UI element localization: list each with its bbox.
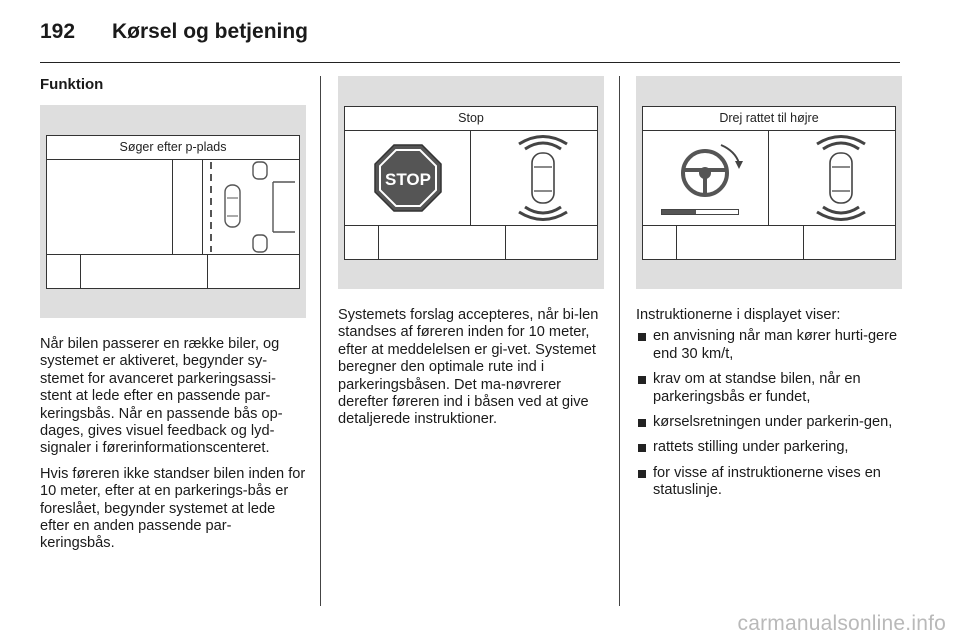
paragraph: Systemets forslag accepteres, når bi-len standses af føreren inden for 10 meter, efter at meddelelsen er gi-vet. Systemet beregner den optimale rute ind i parkeringsbåsen. Det ma-nøvrerer derefter føreren ind i båsen ved at give detaljerede instruktioner.: [338, 307, 599, 428]
display-panel: [344, 106, 598, 260]
list-item: for visse af instruktionerne vises en statuslinje.: [636, 465, 902, 500]
panel-cell-line: [505, 225, 506, 259]
parking-lane-graphic: [203, 160, 299, 254]
steering-wheel-icon: [669, 137, 749, 207]
panel-cell-line: [768, 131, 769, 225]
panel-cell-line: [80, 254, 81, 288]
panel-row-line: [47, 254, 299, 255]
car-sensor-icon: [503, 131, 583, 225]
page-title: Kørsel og betjening: [112, 20, 309, 43]
display-title: Søger efter p-plads: [47, 136, 299, 160]
column-2-text: [338, 307, 604, 429]
panel-cell-line: [803, 225, 804, 259]
section-heading: Funktion: [40, 76, 104, 93]
stop-sign-text: STOP: [385, 170, 431, 189]
panel-cell-line: [207, 254, 208, 288]
column-1: [40, 76, 306, 561]
figure-turn-wheel: [636, 76, 902, 289]
status-bar-fill: [662, 210, 696, 214]
list-item: en anvisning når man kører hurti-gere end 30 km/t,: [636, 328, 902, 363]
list-item: krav om at standse bilen, når en parkeringsbås er fundet,: [636, 371, 902, 406]
panel-row-line: [643, 225, 895, 226]
stop-sign-icon: [373, 143, 443, 213]
display-title: Drej rattet til højre: [643, 107, 895, 131]
column-1-text: [40, 336, 306, 553]
page-header: [40, 18, 900, 63]
panel-row-line: [345, 225, 597, 226]
column-3: [636, 76, 902, 508]
watermark: carmanualsonline.info: [737, 612, 946, 635]
column-2: [338, 76, 604, 437]
panel-cell-line: [378, 225, 379, 259]
paragraph: Hvis føreren ikke standser bilen inden for 10 meter, efter at en parkerings-bås er foreslået, begynder systemet at lede efter en anden passende par-keringsbås.: [40, 465, 306, 552]
panel-cell-line: [470, 131, 471, 225]
display-title: Stop: [345, 107, 597, 131]
page-number: 192: [40, 20, 76, 43]
list-item: rattets stilling under parkering,: [636, 439, 902, 456]
column-divider-2: [619, 76, 620, 606]
display-panel: [46, 135, 300, 289]
panel-cell-line: [172, 160, 173, 254]
figure-stop: [338, 76, 604, 289]
display-panel: [642, 106, 896, 260]
column-3-text: [636, 307, 902, 500]
instruction-list: [636, 328, 902, 499]
column-divider-1: [320, 76, 321, 606]
status-bar: [661, 209, 739, 215]
car-sensor-icon: [801, 131, 881, 225]
paragraph: Når bilen passerer en række biler, og systemet er aktiveret, begynder sy-stemet for avanceret parkeringsassi-stent at lede efter en passende par-keringsbås. Når en passende bås op-dages, gives visuel feedback og lyd-signaler i førerinformationscenteret.: [40, 336, 283, 457]
panel-cell-line: [676, 225, 677, 259]
list-item: kørselsretningen under parkerin-gen,: [636, 414, 902, 431]
figure-searching-parking: [40, 105, 306, 318]
intro-text: Instruktionerne i displayet viser:: [636, 307, 841, 323]
